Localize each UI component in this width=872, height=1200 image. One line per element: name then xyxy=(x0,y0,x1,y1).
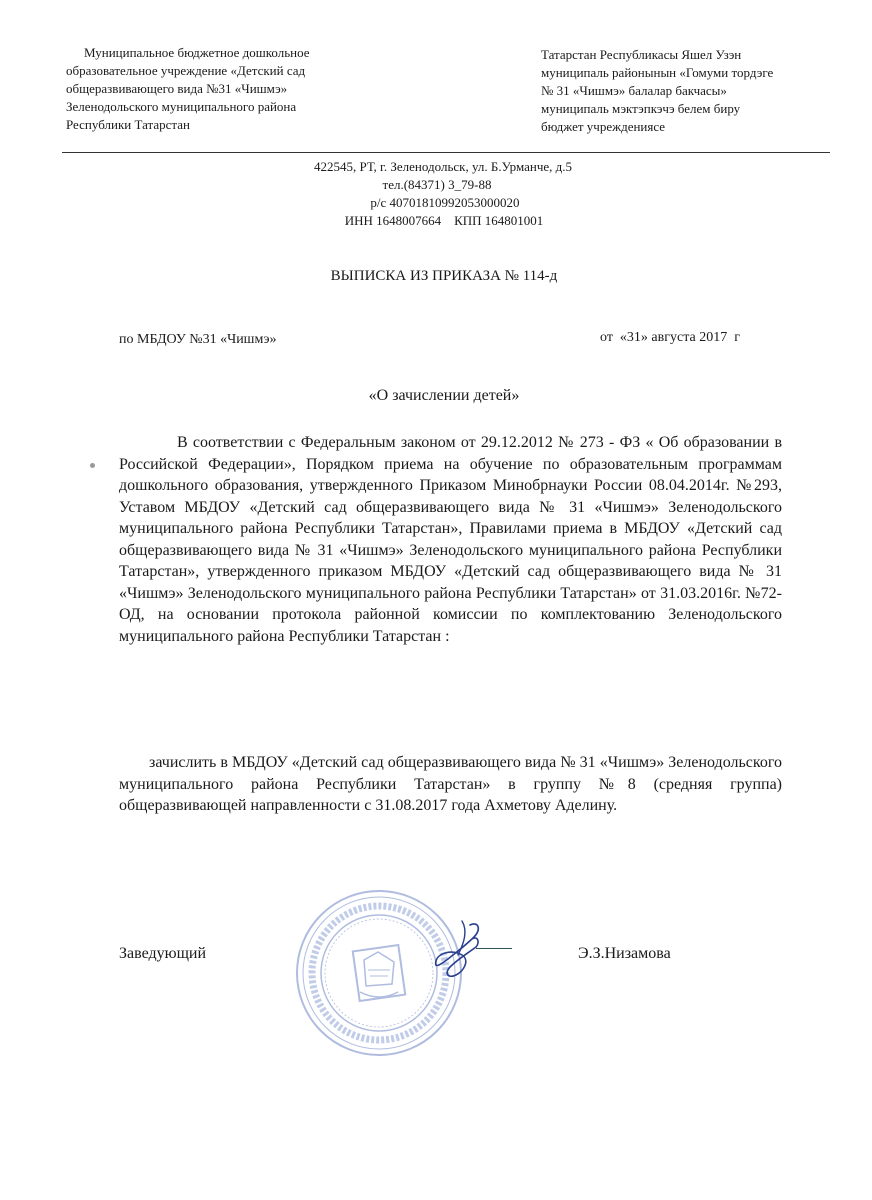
address-account: р/с 40701810992053000020 xyxy=(370,195,520,210)
order-organization: по МБДОУ №31 «Чишмэ» xyxy=(119,332,277,347)
address-street: 422545, РТ, г. Зеленодольск, ул. Б.Урманче, д.5 xyxy=(314,159,572,174)
header-right-block xyxy=(541,46,773,136)
order-date: от «31» августа 2017 г xyxy=(600,330,740,345)
scan-speck xyxy=(90,463,95,468)
handwritten-signature xyxy=(418,915,518,985)
signatory-name: Э.З.Низамова xyxy=(578,945,671,962)
header-left-line: Республики Татарстан xyxy=(66,117,190,132)
header-right-line: № 31 «Чишмэ» балалар бакчасы» xyxy=(541,83,727,98)
signature-line xyxy=(476,948,512,949)
header-left-line: Муниципальное бюджетное дошкольное xyxy=(84,45,310,60)
address-block xyxy=(0,158,872,230)
header-left-line: общеразвивающего вида №31 «Чишмэ» xyxy=(66,81,288,96)
header-left-block xyxy=(66,44,310,134)
header-divider xyxy=(62,152,830,153)
order-paragraph-decision: зачислить в МБДОУ «Детский сад общеразвивающего вида № 31 «Чишмэ» Зеленодольского муниципального района Республики Татарстан» в группу №8 (средняя группа) общеразвивающей направленности с 31.08.2017 года Ахметову Аделину. xyxy=(119,754,782,814)
header-right-line: муниципаль мэктэпкэчэ белем биру xyxy=(541,101,741,116)
header-right-line: муниципаль районынын «Гомуми тордэге xyxy=(541,65,774,80)
header-left-line: образовательное учреждение «Детский сад xyxy=(66,63,306,78)
order-paragraph-basis: В соответствии с Федеральным законом от 29.12.2012 № 273 - ФЗ « Об образовании в Российской Федерации», Порядком приема на обучение по образовательным программам дошкольного образования, утвержденного Приказом Минобрнауки России 08.04.2014г. №293, Уставом МБДОУ «Детский сад общеразвивающего вида № 31 «Чишмэ» Зеленодольского муниципального района Республики Татарстан», Правилами приема в МБДОУ «Детский сад общеразвивающего вида № 31 «Чишмэ» Зеленодольского муниципального района Республики Татарстан», утвержденного приказом МБДОУ «Детский сад общеразвивающего вида № 31 «Чишмэ» Зеленодольского муниципального района Республики Татарстан» от 31.03.2016г. №72-ОД, на основании протокола районной комиссии по комплектованию Зеленодольского муниципального района Республики Татарстан : xyxy=(119,434,782,645)
address-inn-kpp: ИНН 1648007664 КПП 164801001 xyxy=(344,213,544,228)
address-phone: тел.(84371) 3_79-88 xyxy=(382,177,492,192)
document-title: ВЫПИСКА ИЗ ПРИКАЗА № 114-д xyxy=(330,268,558,284)
header-right-line: бюджет учреждениясе xyxy=(541,119,666,134)
signatory-position: Заведующий xyxy=(119,945,207,962)
header-left-line: Зеленодольского муниципального района xyxy=(66,99,297,114)
header-right-line: Татарстан Республикасы Яшел Узэн xyxy=(541,47,742,62)
order-subject: «О зачислении детей» xyxy=(368,387,520,404)
